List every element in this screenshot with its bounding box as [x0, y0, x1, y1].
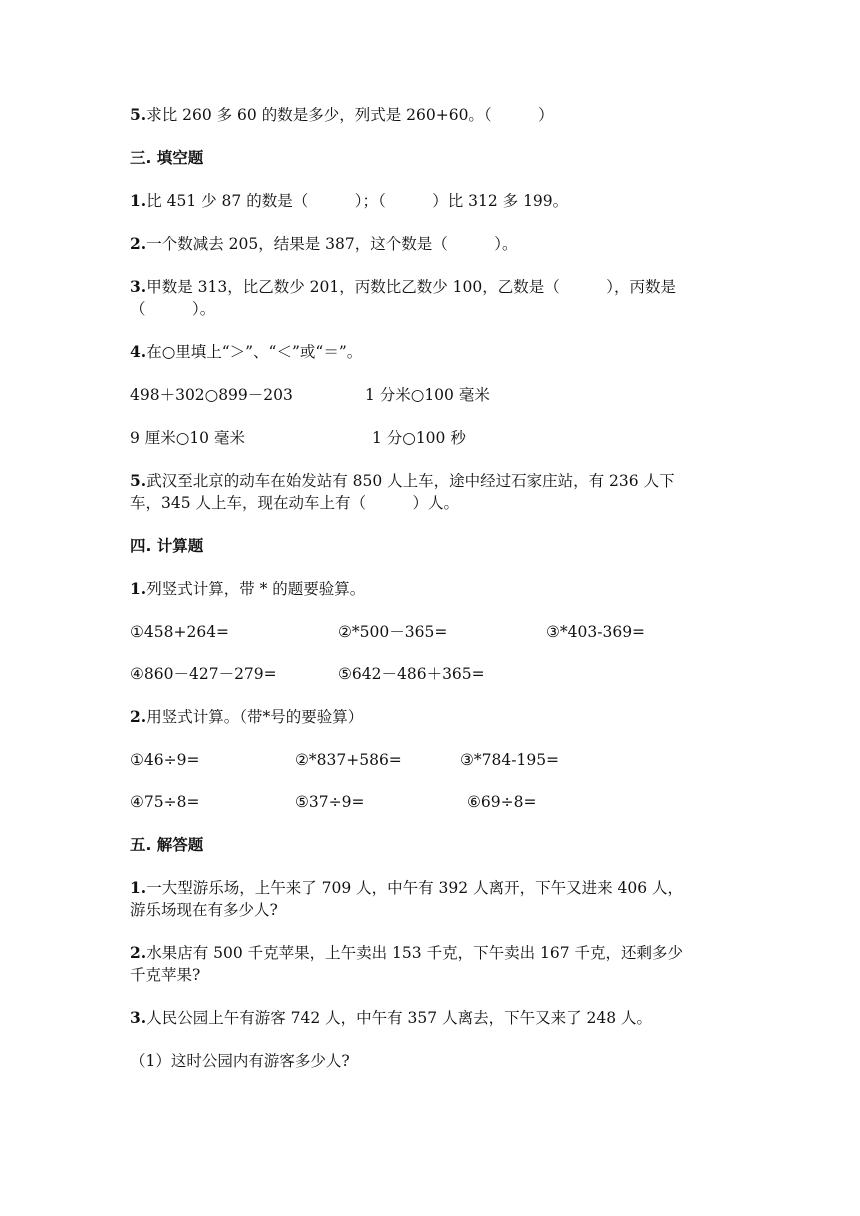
- fill-question-4: 4.在○里填上“＞”、“＜”或“＝”。: [130, 342, 363, 361]
- calc-item: ⑥69÷8=: [467, 793, 537, 811]
- compare-item-1: 498＋302○899－203: [130, 386, 293, 404]
- calc-item: ④75÷8=: [130, 793, 200, 811]
- word-problem-1-continued: 游乐场现在有多少人?: [130, 901, 278, 919]
- calc-item: ①458+264=: [130, 623, 230, 641]
- fill-question-2: 2.一个数减去 205，结果是 387，这个数是（ ）。: [130, 234, 518, 253]
- fill-question-5: 5.武汉至北京的动车在始发站有 850 人上车，途中经过石家庄站，有 236 人下: [130, 471, 675, 490]
- calc-item: ①46÷9=: [130, 751, 200, 769]
- calc-question-2: 2.用竖式计算。（带*号的要验算）: [130, 707, 364, 726]
- fill-question-5-continued: 车，345 人上车，现在动车上有（ ）人。: [130, 494, 460, 512]
- compare-item-3: 9 厘米○10 毫米: [130, 429, 245, 447]
- calc-item: ②*837+586=: [295, 751, 402, 769]
- calc-question-1: 1.列竖式计算，带 * 的题要验算。: [130, 579, 366, 598]
- word-problem-3: 3.人民公园上午有游客 742 人，中午有 357 人离去，下午又来了 248 人。: [130, 1008, 653, 1027]
- word-problem-2: 2.水果店有 500 千克苹果，上午卖出 153 千克，下午卖出 167 千克，还剩多少: [130, 943, 684, 962]
- fill-question-3: 3.甲数是 313，比乙数少 201，丙数比乙数少 100，乙数是（ ），丙数是: [130, 277, 676, 296]
- word-problem-3-part-1: （1）这时公园内有游客多少人?: [130, 1052, 350, 1070]
- fill-question-3-continued: （ ）。: [130, 300, 216, 318]
- word-problem-1: 1.一大型游乐场，上午来了 709 人，中午有 392 人离开，下午又进来 406 人，: [130, 878, 684, 897]
- word-problem-2-continued: 千克苹果?: [130, 966, 201, 984]
- section-4-title: 四. 计算题: [130, 537, 204, 555]
- section-5-title: 五. 解答题: [130, 836, 204, 854]
- compare-item-4: 1 分○100 秒: [372, 429, 466, 447]
- calc-item: ③*784-195=: [460, 751, 560, 769]
- calc-item: ②*500－365=: [338, 623, 448, 641]
- compare-item-2: 1 分米○100 毫米: [365, 386, 490, 404]
- section-3-title: 三. 填空题: [130, 149, 204, 167]
- true-false-question-5: 5.求比 260 多 60 的数是多少，列式是 260+60。（ ）: [130, 105, 554, 124]
- calc-item: ③*403-369=: [546, 623, 646, 641]
- fill-question-1: 1.比 451 少 87 的数是（ ）；（ ）比 312 多 199。: [130, 191, 569, 210]
- calc-item: ⑤642－486＋365=: [338, 665, 485, 683]
- calc-item: ⑤37÷9=: [295, 793, 365, 811]
- calc-item: ④860－427－279=: [130, 665, 277, 683]
